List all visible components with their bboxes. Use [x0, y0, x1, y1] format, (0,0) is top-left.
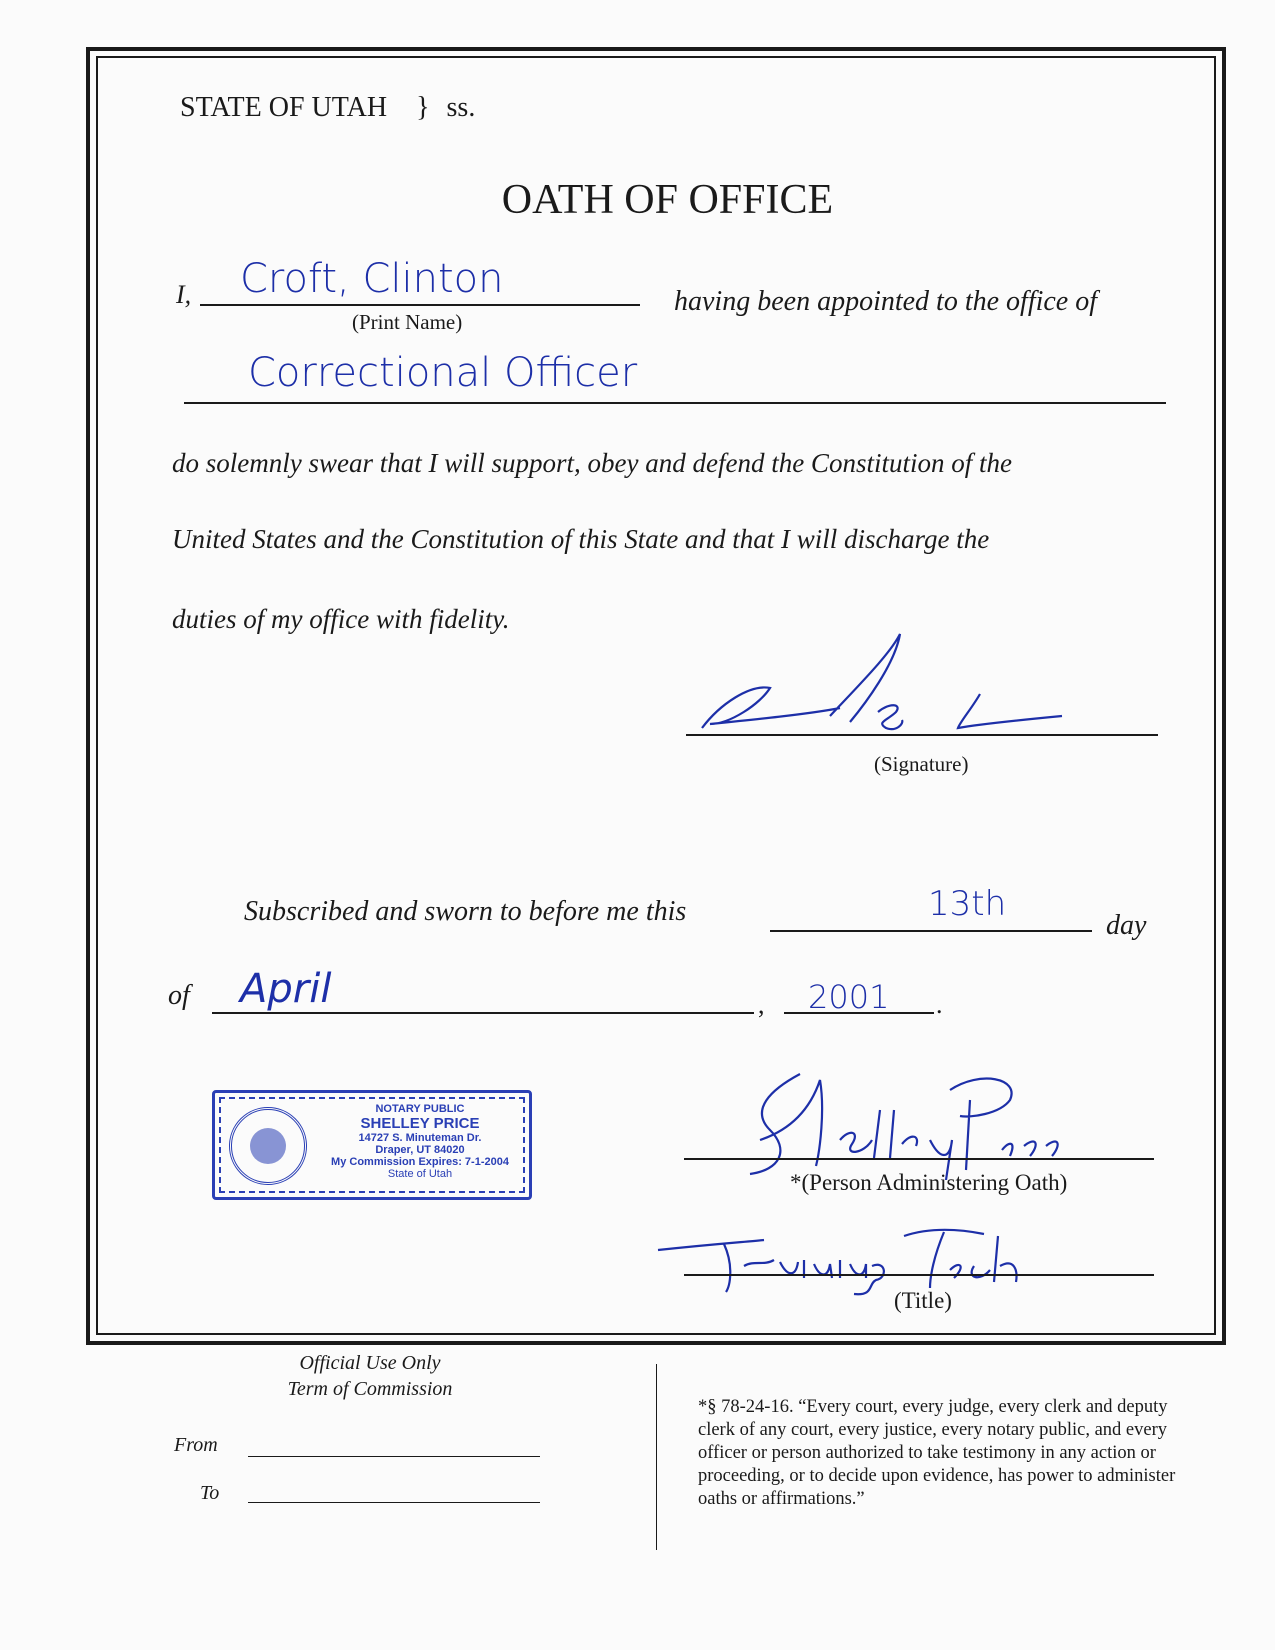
date-comma: , [758, 990, 765, 1019]
to-label: To [200, 1482, 220, 1504]
of-label: of [168, 980, 190, 1011]
notary-stamp [212, 1090, 532, 1200]
administrator-signature-text [800, 1110, 906, 1133]
page-title: OATH OF OFFICE [501, 177, 834, 223]
day-value: 13th [928, 884, 1007, 924]
subscribed-text: Subscribed and sworn to before me this [244, 896, 687, 927]
stamp-line6: State of Utah [387, 1168, 453, 1180]
term-of-commission-heading: Term of Commission [287, 1378, 453, 1400]
signature-line [686, 734, 1158, 736]
stamp-line5: My Commission Expires: 7-1-2004 [331, 1156, 509, 1168]
state-heading [180, 92, 475, 124]
to-line [248, 1502, 540, 1503]
title-value [720, 1240, 831, 1263]
appointed-text: having been appointed to the office of [674, 286, 1098, 317]
statute-footnote: *§ 78-24-16. “Every court, every judge, every clerk and deputy clerk of any court, every justice, every notary public, and every officer or person authorized to take testimony in any action or proceeding, or to decide upon evidence, has power to administer oaths or affirmations.” [698, 1397, 1176, 1509]
oath-body-line3: duties of my office with fidelity. [172, 604, 510, 634]
ss-label: ss. [446, 92, 476, 123]
administrator-caption: *(Person Administering Oath) [790, 1170, 1068, 1195]
stamp-line4: Draper, UT 84020 [375, 1144, 465, 1156]
day-label: day [1106, 910, 1147, 941]
administrator-line [684, 1158, 1154, 1160]
title-handwriting [654, 1226, 1034, 1298]
name-caption: (Print Name) [352, 310, 463, 334]
year-value: 2001 [808, 978, 890, 1016]
oath-signature [690, 624, 1090, 734]
stamp-line2: SHELLEY PRICE [360, 1115, 480, 1132]
title-line [684, 1274, 1154, 1276]
footer-divider [656, 1364, 657, 1550]
from-line [248, 1456, 540, 1457]
stamp-line1: NOTARY PUBLIC [375, 1103, 465, 1115]
office-line [184, 402, 1166, 404]
oath-body-line2: United States and the Constitution of this State and that I will discharge the [172, 524, 990, 554]
oath-body-line1: do solemnly swear that I will support, obey and defend the Constitution of the [172, 448, 1012, 478]
month-value: April [240, 966, 332, 1012]
state-label: STATE OF UTAH [180, 92, 388, 123]
stamp-line3: 14727 S. Minuteman Dr. [358, 1132, 482, 1144]
i-prefix: I, [176, 280, 192, 309]
month-line [212, 1012, 754, 1014]
signature-caption: (Signature) [874, 752, 969, 776]
name-value: Croft, Clinton [240, 256, 504, 302]
date-period: . [936, 990, 943, 1019]
title-caption: (Title) [894, 1288, 952, 1313]
state-seal-icon [229, 1107, 307, 1185]
administrator-signature [740, 1070, 1080, 1180]
name-line [200, 304, 640, 306]
day-line [770, 930, 1092, 932]
from-label: From [174, 1434, 218, 1456]
brace: } [416, 92, 430, 123]
official-use-heading: Official Use Only [299, 1352, 441, 1374]
office-value: Correctional Officer [248, 350, 638, 396]
